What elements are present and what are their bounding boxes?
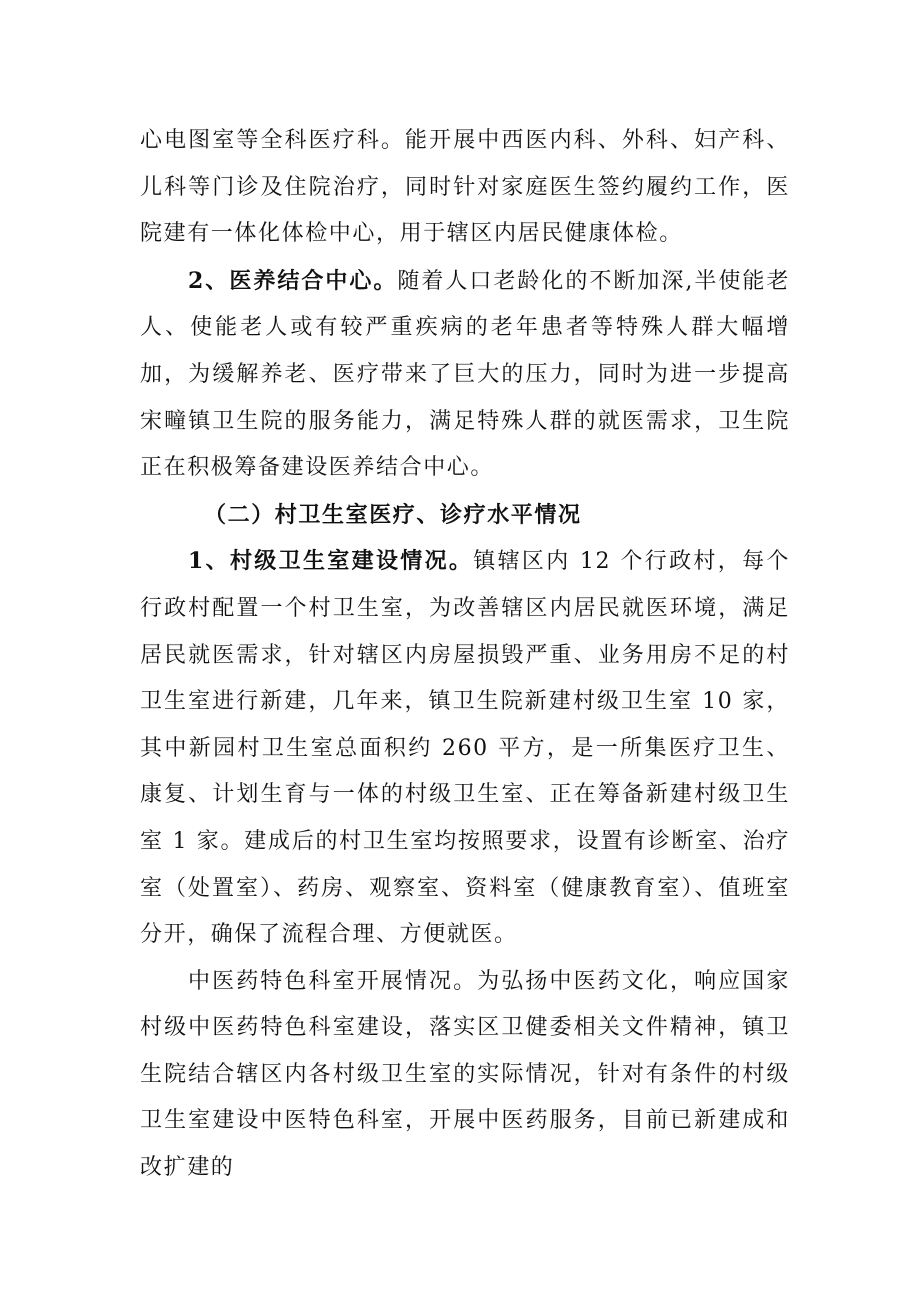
paragraph-general-medicine (140, 118, 790, 258)
paragraph-text: 随着人口老龄化的不断加深,半使能老人、使能老人或有较严重疾病的老年患者等特殊人群大幅增加，为缓解养老、医疗带来了巨大的压力，同时为进一步提高宋疃镇卫生院的服务能力，满足特殊人群的就医需求，卫生院正在积极筹备建设医养结合中心。 (140, 268, 790, 481)
paragraph-elderly-care-center (140, 258, 790, 492)
paragraph-text: 心电图室等全科医疗科。能开展中西医内科、外科、妇产科、儿科等门诊及住院治疗，同时针对家庭医生签约履约工作，医院建有一体化体检中心，用于辖区内居民健康体检。 (140, 128, 790, 247)
paragraph-tcm-department (140, 959, 790, 1192)
paragraph-village-clinic (140, 538, 790, 958)
section-heading: （二）村卫生室医疗、诊疗水平情况 (204, 501, 582, 528)
paragraph-lead: 2、医养结合中心。 (188, 267, 398, 294)
paragraph-text: 镇辖区内 12 个行政村，每个行政村配置一个村卫生室，为改善辖区内居民就医环境，满足居民就医需求，针对辖区内房屋损毁严重、业务用房不足的村卫生室进行新建，几年来，镇卫生院新建村级卫生室 10 家，其中新园村卫生室总面积约 260 平方，是一所集医疗卫生、康复、计划生育与一体的村级卫生室、正在筹备新建村级卫生室 1 家。建成后的村卫生室均按照要求，设置有诊断室、治疗室（处置室）、药房、观察室、资料室（健康教育室）、值班室分开，确保了流程合理、方便就医。 (140, 549, 790, 948)
document-body (140, 118, 790, 1192)
paragraph-text: 中医药特色科室开展情况。为弘扬中医药文化，响应国家村级中医药特色科室建设，落实区卫健委相关文件精神，镇卫生院结合辖区内各村级卫生室的实际情况，针对有条件的村级卫生室建设中医特色科室，开展中医药服务，目前已新建成和改扩建的 (140, 968, 790, 1181)
paragraph-lead: 1、村级卫生室建设情况。 (188, 548, 474, 575)
